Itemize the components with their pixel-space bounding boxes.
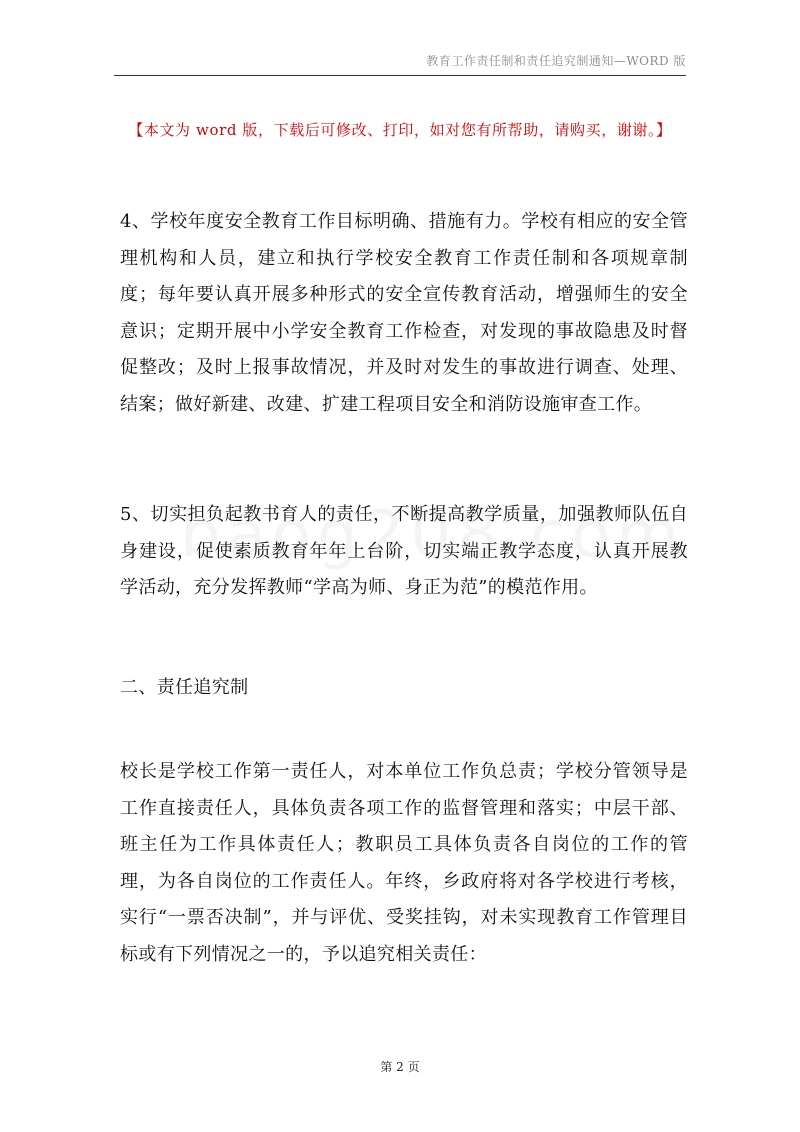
download-notice: 【本文为 word 版，下载后可修改、打印，如对您有所帮助，请购买，谢谢。】 [128, 121, 672, 139]
paragraph-responsibility: 校长是学校工作第一责任人，对本单位工作负总责；学校分管领导是工作直接责任人，具体负责各项工作的监督管理和落实；中层干部、班主任为工作具体责任人；教职员工具体负责各自岗位的工作的管理，为各自岗位的工作责任人。年终，乡政府将对各学校进行考核，实行“一票否决制”，并与评优、受奖挂钩，对未实现教育工作管理目标或有下列情况之一的，予以追究相关责任： [120, 761, 688, 965]
paragraph-item-5: 5、切实担负起教书育人的责任，不断提高教学质量，加强教师队伍自身建设，促使素质教育年年上台阶，切实端正教学态度，认真开展教学活动，充分发挥教师“学高为师、身正为范”的模范作用。 [120, 504, 688, 598]
section-heading-accountability: 二、责任追究制 [120, 677, 249, 698]
header-title: 教育工作责任制和责任追究制通知—WORD 版 [426, 54, 686, 68]
page-number: 第 2 页 [380, 1060, 420, 1074]
paragraph-item-4: 4、学校年度安全教育工作目标明确、措施有力。学校有相应的安全管理机构和人员，建立和执行学校安全教育工作责任制和各项规章制度；每年要认真开展多种形式的安全宣传教育活动，增强师生的安全意识；定期开展中小学安全教育工作检查，对发现的事故隐患及时督促整改；及时上报事故情况，并及时对发生的事故进行调查、处理、结案；做好新建、改建、扩建工程项目安全和消防设施审查工作。 [120, 211, 688, 415]
header-divider [114, 75, 686, 76]
